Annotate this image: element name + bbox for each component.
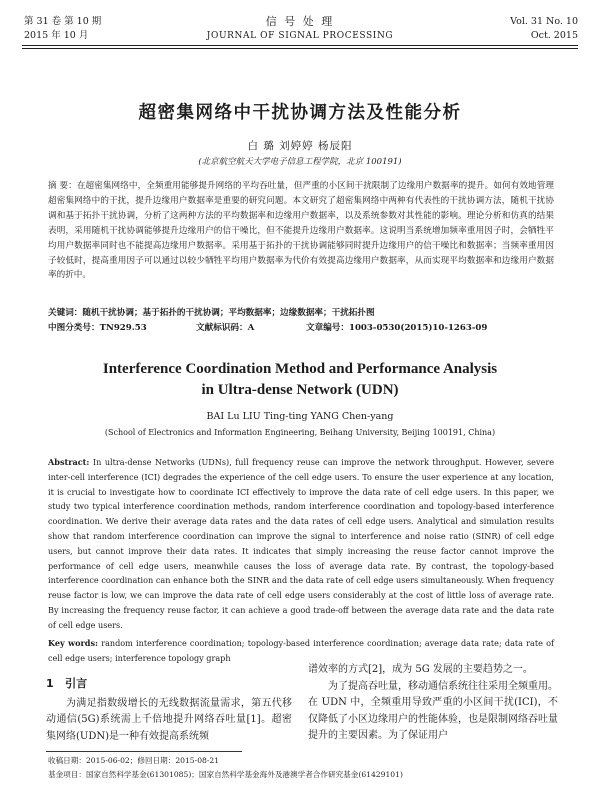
authors-cn: 白 璐 刘婷婷 杨辰阳 bbox=[247, 140, 353, 152]
header-rule-top bbox=[22, 45, 578, 46]
intro-right-column: 为了提高吞吐量，移动通信系统往往采用全频重用。在 UDN 中，全频重用导致严重的小区间干扰(ICI)，不仅降低了小区边缘用户的性能体验，也是限制网络吞吐量提升的主要因素。为了保证用户 bbox=[308, 681, 558, 742]
clc-number: 中图分类号：TN929.53 bbox=[48, 323, 147, 333]
footnote-funding: 基金项目：国家自然科学基金(61301085)；国家自然科学基金海外及港澳学者合作研究基金(61429101) bbox=[48, 770, 403, 779]
footnote-rule bbox=[46, 751, 242, 752]
intro-left-column: 为满足指数级增长的无线数据流量需求，第五代移动通信(5G)系统需上千倍地提升网络吞吐量[1]。超密集网络(UDN)是一种有效提高系统频 bbox=[46, 698, 292, 742]
keywords-cn: 关键词：随机干扰协调；基于拓扑的干扰协调；平均数据率；边缘数据率；干扰拓扑图 bbox=[48, 308, 375, 318]
paper-title-cn: 超密集网络中干扰协调方法及性能分析 bbox=[138, 103, 462, 123]
header-date-en: Oct. 2015 bbox=[530, 30, 578, 41]
section-heading-intro: 1 引言 bbox=[46, 677, 88, 690]
affiliation-en: (School of Electronics and Information Engineering, Beihang University, Beijing 100191, China) bbox=[104, 428, 496, 437]
footnote-received: 收稿日期：2015-06-02；修回日期：2015-08-21 bbox=[48, 756, 220, 765]
abstract-en-label: Abstract: bbox=[48, 457, 90, 467]
document-code: 文献标识码：A bbox=[196, 323, 255, 333]
intro-right-first-line: 谱效率的方式[2]，成为 5G 发展的主要趋势之一。 bbox=[308, 664, 533, 675]
abstract-en bbox=[48, 455, 554, 633]
keywords-en-text: random interference coordination; topology-based interference coordination; average data rate; data rate of cell edge users; interference topology graph bbox=[48, 638, 554, 663]
header-journal-cn: 信 号 处 理 bbox=[265, 15, 335, 28]
header-date-cn: 2015 年 10 月 bbox=[24, 30, 89, 41]
authors-en: BAI Lu LIU Ting-ting YANG Chen-yang bbox=[206, 411, 394, 422]
abstract-cn: 摘 要：在超密集网络中，全频重用能够提升网络的平均吞吐量，但严重的小区间干扰限制了边缘用户数据率的提升。如何有效地管理超密集网络中的干扰，提升边缘用户数据率是重要的研究问题。本文研究了超密集网络中两种有代表性的干扰协调方法，随机干扰协调和基于拓扑干扰协调，分析了这两种方法的平均数据率和边缘用户数据率，以及系统参数对其性能的影响。理论分析和仿真的结果表明，采用随机干扰协调能够提升边缘用户的信干噪比，但不能提升边缘用户数据率。这说明当系统增加频率重用因子时，会牺牲平均用户数据率同时也不能提高边缘用户数据率。采用基于拓扑的干扰协调能够同时提升边缘用户的信干噪比和数据率；当频率重用因子较低时，提高重用因子可以通过以较少牺牲平均用户数据率为代价有效提高边缘用户数据率，从而实现平均数据率和边缘用户数据率的折中。 bbox=[48, 181, 554, 281]
abstract-en-text: In ultra-dense Networks (UDNs), full frequency reuse can improve the network throughput. However, severe inter-cell interference (ICI) degrades the experience of the cell edge users. To ensure the user experience at any location, it is crucial to investigate how to coordinate ICI effectively to improve the data rate of cell edge users. In this paper, we study two typical interference coordination methods, random interference coordination and topology-based interference coordination. We derive their average data rates and the data rates of cell edge users. Analytical and simulation results show that random interference coordination can improve the signal to interference and noise ratio (SINR) of cell edge users, but cannot improve their data rates. It indicates that simply increasing the reuse factor cannot improve the performance of cell edge users, meanwhile causes the loss of average data rate. By contrast, the topology-based interference coordination can enhance both the SINR and the data rate of cell edge users simultaneously. When frequency reuse factor is low, we can improve the data rate of cell edge users considerably at the cost of little loss of average rate. By increasing the frequency reuse factor, it can achieve a good trade-off between the average data rate and the data rate of cell edge users. bbox=[48, 457, 554, 630]
header-volume-cn: 第 31 卷 第 10 期 bbox=[24, 16, 102, 27]
header-journal-en: JOURNAL OF SIGNAL PROCESSING bbox=[206, 31, 394, 41]
keywords-en-label: Key words: bbox=[48, 638, 98, 648]
paper-title-en-line1: Interference Coordination Method and Performance Analysis bbox=[102, 361, 498, 377]
paper-title-en-line2: in Ultra-dense Network (UDN) bbox=[201, 382, 399, 398]
article-number: 文章编号：1003-0530(2015)10-1263-09 bbox=[306, 323, 488, 333]
header-volume-en: Vol. 31 No. 10 bbox=[510, 16, 578, 27]
affiliation-cn: (北京航空航天大学电子信息工程学院，北京 100191) bbox=[198, 157, 402, 167]
header-rule-bottom bbox=[22, 48, 578, 49]
